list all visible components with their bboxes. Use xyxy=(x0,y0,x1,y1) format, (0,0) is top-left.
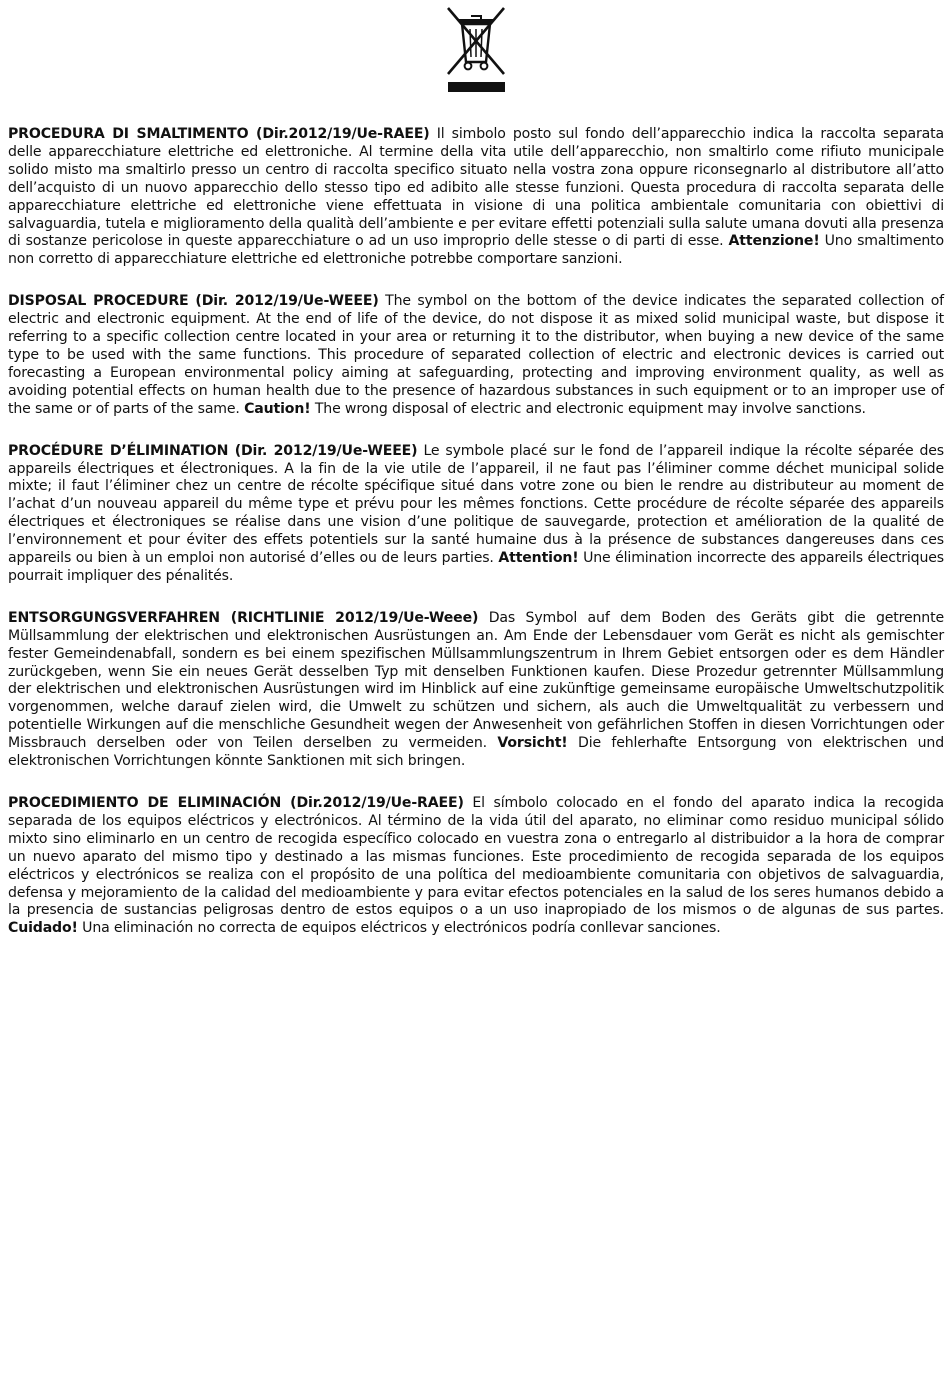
section-french xyxy=(8,443,944,586)
section-body: Le symbole placé sur le fond de l’appareil indique la récolte séparée des appareils électriques et électroniques. A la fin de la vie utile de l’appareil, il ne faut pas l’éliminer comme déchet municipal solide mixte; il faut l’éliminer chez un centre de récolte spécifique situé dans votre zone ou bien le rendre au distributeur au moment de l’achat d’un nouveau appareil du même type et prévu pour les mêmes fonctions. Cette procédure de récolte séparée des appareils électriques et électroniques se réalise dans une vision d’une politique de sauvegarde, protection et amélioration de la qualité de l’environnement et pour éviter des effets potentiels sur la santé humaine dus à la présence de substances dangereuses dans ces appareils ou bien à un emploi non autorisé d’elles ou de leurs parties. xyxy=(8,442,944,567)
section-italian xyxy=(8,126,944,269)
section-body: El símbolo colocado en el fondo del aparato indica la recogida separada de los equipos eléctricos y electrónicos. Al término de la vida útil del aparato, no eliminar como residuo municipal sólido mixto sino eliminarlo en un centro de recogida específico colocado en vuestra zona o entregarlo al distribuidor a la hora de comprar un nuevo aparato del mismo tipo y destinado a las mismas funciones. Este procedimiento de recogida separada de los equipos eléctricos y electrónicos se realiza con el propósito de una política del medioambiente comunitaria con objetivos de salvaguardia, defensa y mejoramiento de la calidad del medioambiente y para evitar efectos potenciales en la salud de los seres humanos debido a la presencia de sustancias peligrosas dentro de estos equipos o a un uso inapropiado de los mismos o de algunas de sus partes. xyxy=(8,795,944,919)
section-body: Il simbolo posto sul fondo dell’apparecchio indica la raccolta separata delle apparecchiature elettriche ed elettroniche. Al termine della vita utile dell’apparecchio, non smaltirlo come rifiuto municipale solido misto ma smaltirlo presso un centro di raccolta specifico situato nella vostra zona oppure riconsegnarlo al distributore all’atto dell’acquisto di un nuovo apparecchio dello stesso tipo ed adibito alle stesse funzioni. Questa procedura di raccolta separata delle apparecchiature elettriche ed elettroniche viene effettuata in visione di una politica ambientale comunitaria con obiettivi di salvaguardia, tutela e miglioramento della qualità dell’ambiente e per evitare effetti potenziali sulla salute umana dovuti alla presenza di sostanze pericolose in queste apparecchiature o ad un uso improprio delle stesse o di parti di esse. xyxy=(8,126,944,250)
section-english xyxy=(8,293,944,418)
warning-label: Attention! xyxy=(498,550,579,567)
warning-text: Die fehlerhafte Entsorgung von elektrischen und elektronischen Vorrichtungen könnte Sanktionen mit sich bringen. xyxy=(8,735,944,770)
warning-text: Une élimination incorrecte des appareils électriques pourrait impliquer des pénalités. xyxy=(8,550,944,584)
warning-text: Una eliminación no correcta de equipos eléctricos y electrónicos podría conllevar sanciones. xyxy=(82,920,721,937)
warning-text: The wrong disposal of electric and electronic equipment may involve sanctions. xyxy=(314,400,866,417)
section-heading: PROCÉDURE D’ÉLIMINATION (Dir. 2012/19/Ue-WEEE) xyxy=(8,442,418,459)
section-heading: PROCEDURA DI SMALTIMENTO (Dir.2012/19/Ue-RAEE) xyxy=(8,126,430,142)
disposal-procedures xyxy=(8,126,944,962)
section-spanish xyxy=(8,795,944,938)
section-heading: DISPOSAL PROCEDURE (Dir. 2012/19/Ue-WEEE) xyxy=(8,293,379,310)
warning-label: Attenzione! xyxy=(728,233,820,250)
section-german xyxy=(8,610,944,771)
warning-text: Uno smaltimento non corretto di apparecchiature elettriche ed elettroniche potrebbe comportare sanzioni. xyxy=(8,233,944,268)
section-body: The symbol on the bottom of the device indicates the separated collection of electric and electronic equipment. At the end of life of the device, do not dispose it as mixed solid municipal waste, but dispose it referring to a specific collection centre located in your area or returning it to the distributor, when buying a new device of the same type to be used with the same functions. This procedure of separated collection of electric and electronic devices is carried out forecasting a European environmental policy aiming at safeguarding, protecting and improving environment quality, as well as avoiding potential effects on human health due to the presence of hazardous substances in such equipment or to an improper use of the same or of parts of the same. xyxy=(8,293,944,417)
weee-bin-icon xyxy=(444,6,508,94)
warning-label: Vorsicht! xyxy=(497,735,568,752)
warning-label: Cuidado! xyxy=(8,920,78,937)
section-heading: ENTSORGUNGSVERFAHREN (RICHTLINIE 2012/19/Ue-Weee) xyxy=(8,609,479,626)
section-body: Das Symbol auf dem Boden des Geräts gibt die getrennte Müllsammlung der elektrischen und elektronischen Ausrüstungen an. Am Ende der Lebensdauer vom Gerät es nicht als gemischter fester Gemeindenabfall, sondern es bei einem spezifischen Müllsammlungszentrum in Ihrem Gebiet entsorgen oder es dem Händler zurückgeben, wenn Sie ein neues Gerät desselben Typ mit denselben Funktionen kaufen. Diese Prozedur getrennter Müllsammlung der elektrischen und elektronischen Ausrüstungen wird im Hinblick auf eine zukünftige gemeinsame europäische Umweltschutzpolitik vorgenommen, welche darauf zielen wird, die Umwelt zu schützen und sichern, als auch die Umweltqualität zu verbessern und potentielle Wirkungen auf die menschliche Gesundheit wegen der Anwesenheit von gefährlichen Stoffen in diesen Vorrichtungen oder Missbrauch derselben oder von Teilen derselben zu vermeiden. xyxy=(8,609,944,752)
warning-label: Caution! xyxy=(244,400,311,417)
section-heading: PROCEDIMIENTO DE ELIMINACIÓN (Dir.2012/19/Ue-RAEE) xyxy=(8,795,464,811)
